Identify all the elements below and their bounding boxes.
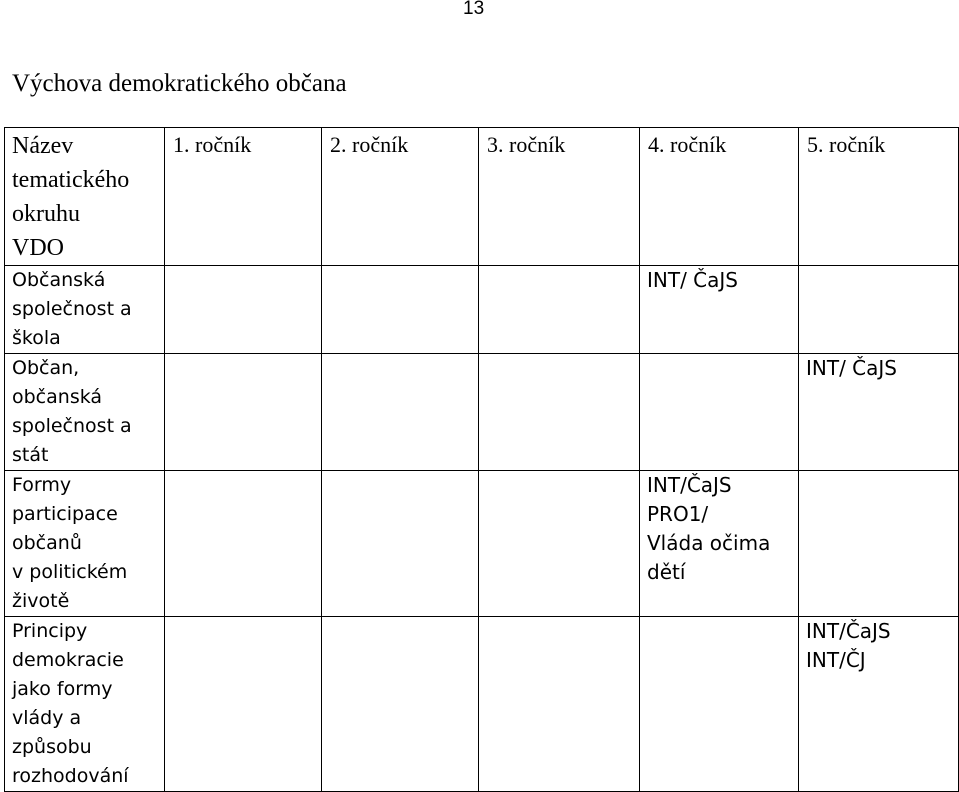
grade-1-cell (165, 354, 322, 471)
curriculum-table (4, 127, 959, 792)
page-heading: Výchova demokratického občana (12, 70, 347, 97)
topic-line: participace (12, 503, 118, 525)
cell-entry: INT/ČaJS (647, 473, 732, 497)
topic-line: životě (12, 590, 70, 612)
grade-1-cell (165, 266, 322, 354)
cell-entry: dětí (647, 560, 686, 584)
grade-4-cell (640, 266, 799, 354)
grade-header-4: 4. ročník (640, 128, 799, 266)
topic-cell (5, 617, 165, 792)
topic-line: demokracie (12, 649, 124, 671)
topic-cell (5, 266, 165, 354)
topic-header-line: VDO (12, 235, 64, 261)
grade-5-cell (799, 266, 959, 354)
topic-line: stát (12, 444, 49, 466)
cell-entry: INT/ČJ (806, 648, 866, 672)
topic-line: společnost a (12, 415, 132, 437)
grade-3-cell (479, 617, 640, 792)
topic-line: škola (12, 327, 61, 349)
grade-5-cell (799, 471, 959, 617)
topic-line: Občanská (12, 269, 106, 291)
cell-entry: INT/ ČaJS (647, 268, 738, 292)
grade-5-cell (799, 617, 959, 792)
grade-2-cell (322, 617, 479, 792)
table-row (5, 266, 959, 354)
cell-entry: INT/ČaJS (806, 619, 891, 643)
topic-cell (5, 471, 165, 617)
grade-3-cell (479, 354, 640, 471)
table-header-row (5, 128, 959, 266)
grade-header-2: 2. ročník (322, 128, 479, 266)
grade-header-5: 5. ročník (799, 128, 959, 266)
topic-line: Formy (12, 474, 72, 496)
topic-line: rozhodování (12, 765, 129, 787)
topic-line: způsobu (12, 736, 92, 758)
cell-entry: PRO1/ (647, 502, 709, 526)
topic-cell (5, 354, 165, 471)
cell-entry: INT/ ČaJS (806, 356, 897, 380)
grade-2-cell (322, 266, 479, 354)
topic-header-line: okruhu (12, 201, 80, 227)
table-body (5, 266, 959, 792)
topic-line: Principy (12, 620, 88, 642)
topic-line: jako formy (12, 678, 113, 700)
topic-column-header (5, 128, 165, 266)
grade-4-cell (640, 617, 799, 792)
grade-3-cell (479, 471, 640, 617)
topic-line: Občan, (12, 357, 80, 379)
grade-1-cell (165, 617, 322, 792)
table-row (5, 471, 959, 617)
grade-header-1: 1. ročník (165, 128, 322, 266)
grade-1-cell (165, 471, 322, 617)
grade-2-cell (322, 471, 479, 617)
page-number: 13 (463, 0, 485, 19)
topic-line: společnost a (12, 298, 132, 320)
cell-entry: Vláda očima (647, 531, 771, 555)
topic-line: občanů (12, 532, 82, 554)
table-row (5, 354, 959, 471)
grade-4-cell (640, 354, 799, 471)
grade-4-cell (640, 471, 799, 617)
topic-line: v politickém (12, 561, 128, 583)
grade-5-cell (799, 354, 959, 471)
table-row (5, 617, 959, 792)
topic-line: vlády a (12, 707, 82, 729)
grade-header-3: 3. ročník (479, 128, 640, 266)
grade-3-cell (479, 266, 640, 354)
topic-header-line: Název (12, 133, 74, 159)
grade-2-cell (322, 354, 479, 471)
topic-line: občanská (12, 386, 103, 408)
topic-header-line: tematického (12, 167, 130, 193)
